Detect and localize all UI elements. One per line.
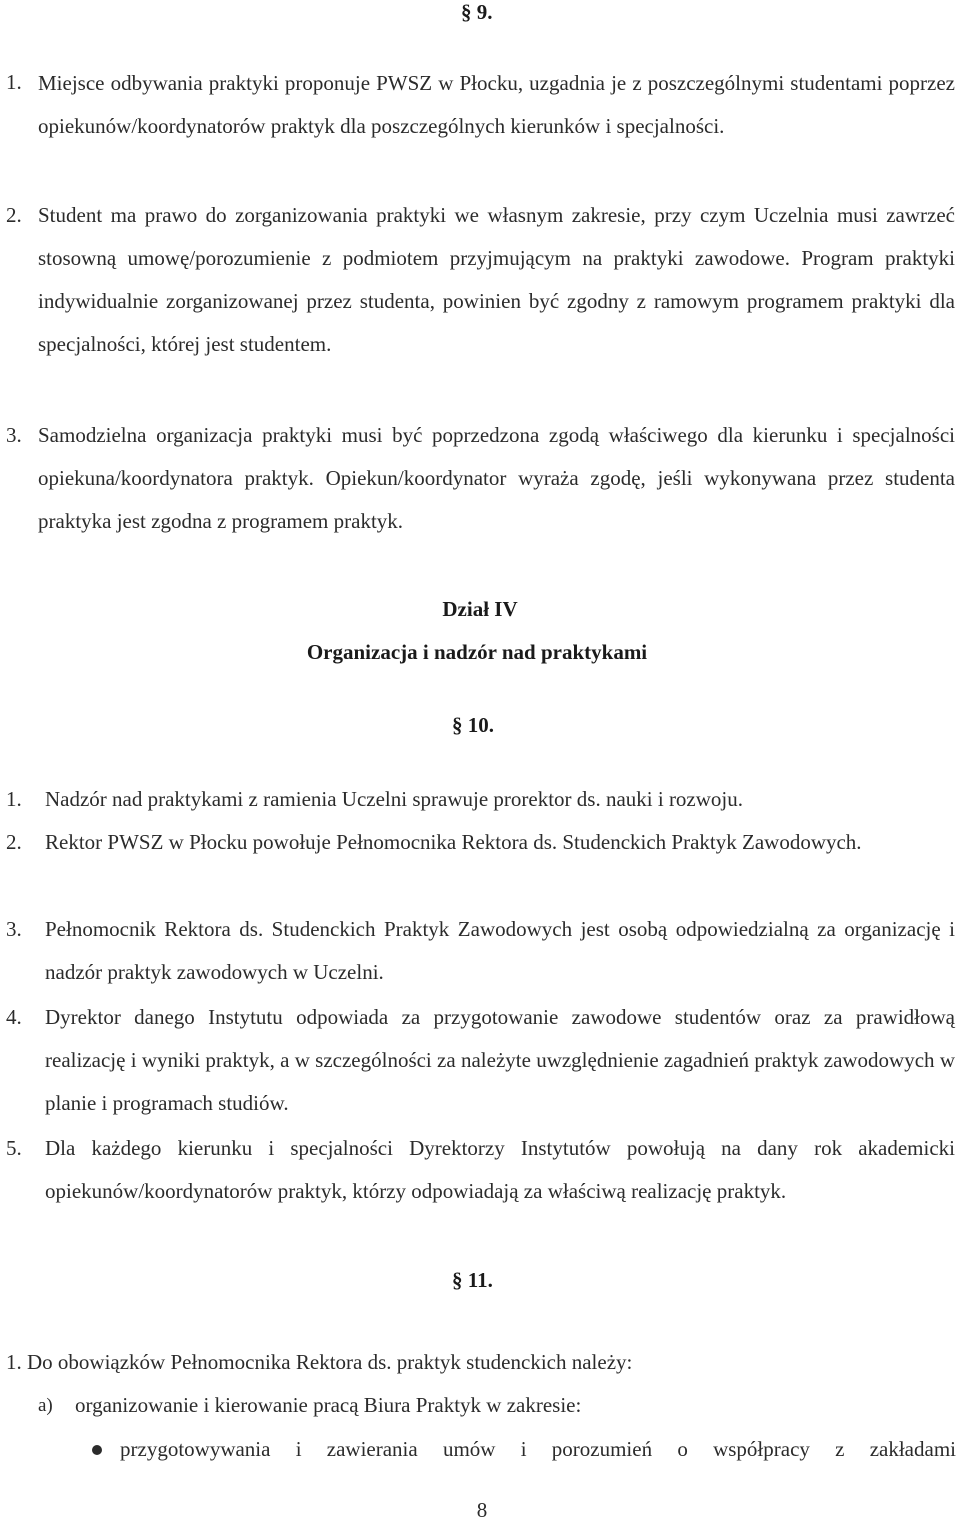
item-text: Samodzielna organizacja praktyki musi być poprzedzona zgodą właściwego dla kierunku i specjalności opiekuna/koordynatora praktyk. Opiekun/koordynator wyraża zgodę, jeśli wykonywana przez studenta praktyka jest zgodna z programem praktyk. (38, 423, 955, 533)
item-text: Dla każdego kierunku i specjalności Dyrektorzy Instytutów powołują na dany rok akademicki opiekunów/koordynatorów praktyk, którzy odpowiadają za właściwą realizację praktyk. (45, 1136, 955, 1203)
item-text: Pełnomocnik Rektora ds. Studenckich Praktyk Zawodowych jest osobą odpowiedzialną za organizację i nadzór praktyk zawodowych w Uczelni. (45, 917, 955, 984)
item-number: 1. (6, 70, 22, 94)
item-number: 5. (6, 1136, 22, 1160)
section-10-mark: § 10. (452, 713, 494, 737)
division-title: Dział IV (442, 597, 518, 621)
section-9-mark: § 9. (461, 0, 493, 24)
item-text: Rektor PWSZ w Płocku powołuje Pełnomocnika Rektora ds. Studenckich Praktyk Zawodowych. (45, 830, 862, 854)
sub-a-text: organizowanie i kierowanie pracą Biura Praktyk w zakresie: (75, 1393, 582, 1417)
item-number: 2. (6, 830, 22, 854)
bullet-text: przygotowywania i zawierania umów i porozumień o współpracy z zakładami (120, 1437, 956, 1461)
item-number: 3. (6, 423, 22, 447)
item-text: Student ma prawo do zorganizowania praktyki we własnym zakresie, przy czym Uczelnia musi zawrzeć stosowną umowę/porozumienie z podmiotem przyjmującym na praktyki zawodowe. Program praktyki indywidualnie zorganizowanej przez studenta, powinien być zgodny z ramowym programem praktyki dla specjalności, której jest studentem. (38, 203, 955, 356)
item-number: 4. (6, 1005, 22, 1029)
bullet-icon (92, 1445, 102, 1455)
item-text: Miejsce odbywania praktyki proponuje PWSZ w Płocku, uzgadnia je z poszczególnymi studentami poprzez opiekunów/koordynatorów praktyk dla poszczególnych kierunków i specjalności. (38, 71, 955, 138)
section-11-mark: § 11. (452, 1268, 493, 1292)
division-subtitle: Organizacja i nadzór nad praktykami (306, 640, 648, 664)
item-number: 3. (6, 917, 22, 941)
item-number: 1. (6, 787, 22, 811)
item-number: 2. (6, 203, 22, 227)
page-number: 8 (476, 1498, 488, 1522)
item-text: Dyrektor danego Instytutu odpowiada za przygotowanie zawodowe studentów oraz za prawidłową realizację i wyniki praktyk, a w szczególności za należyte uwzględnienie zagadnień praktyk zawodowych w planie i programach studiów. (45, 1005, 955, 1115)
sub-a-label: a) (38, 1395, 53, 1416)
s11-intro: 1. Do obowiązków Pełnomocnika Rektora ds. praktyk studenckich należy: (6, 1350, 633, 1374)
item-text: Nadzór nad praktykami z ramienia Uczelni sprawuje prorektor ds. nauki i rozwoju. (45, 787, 744, 811)
